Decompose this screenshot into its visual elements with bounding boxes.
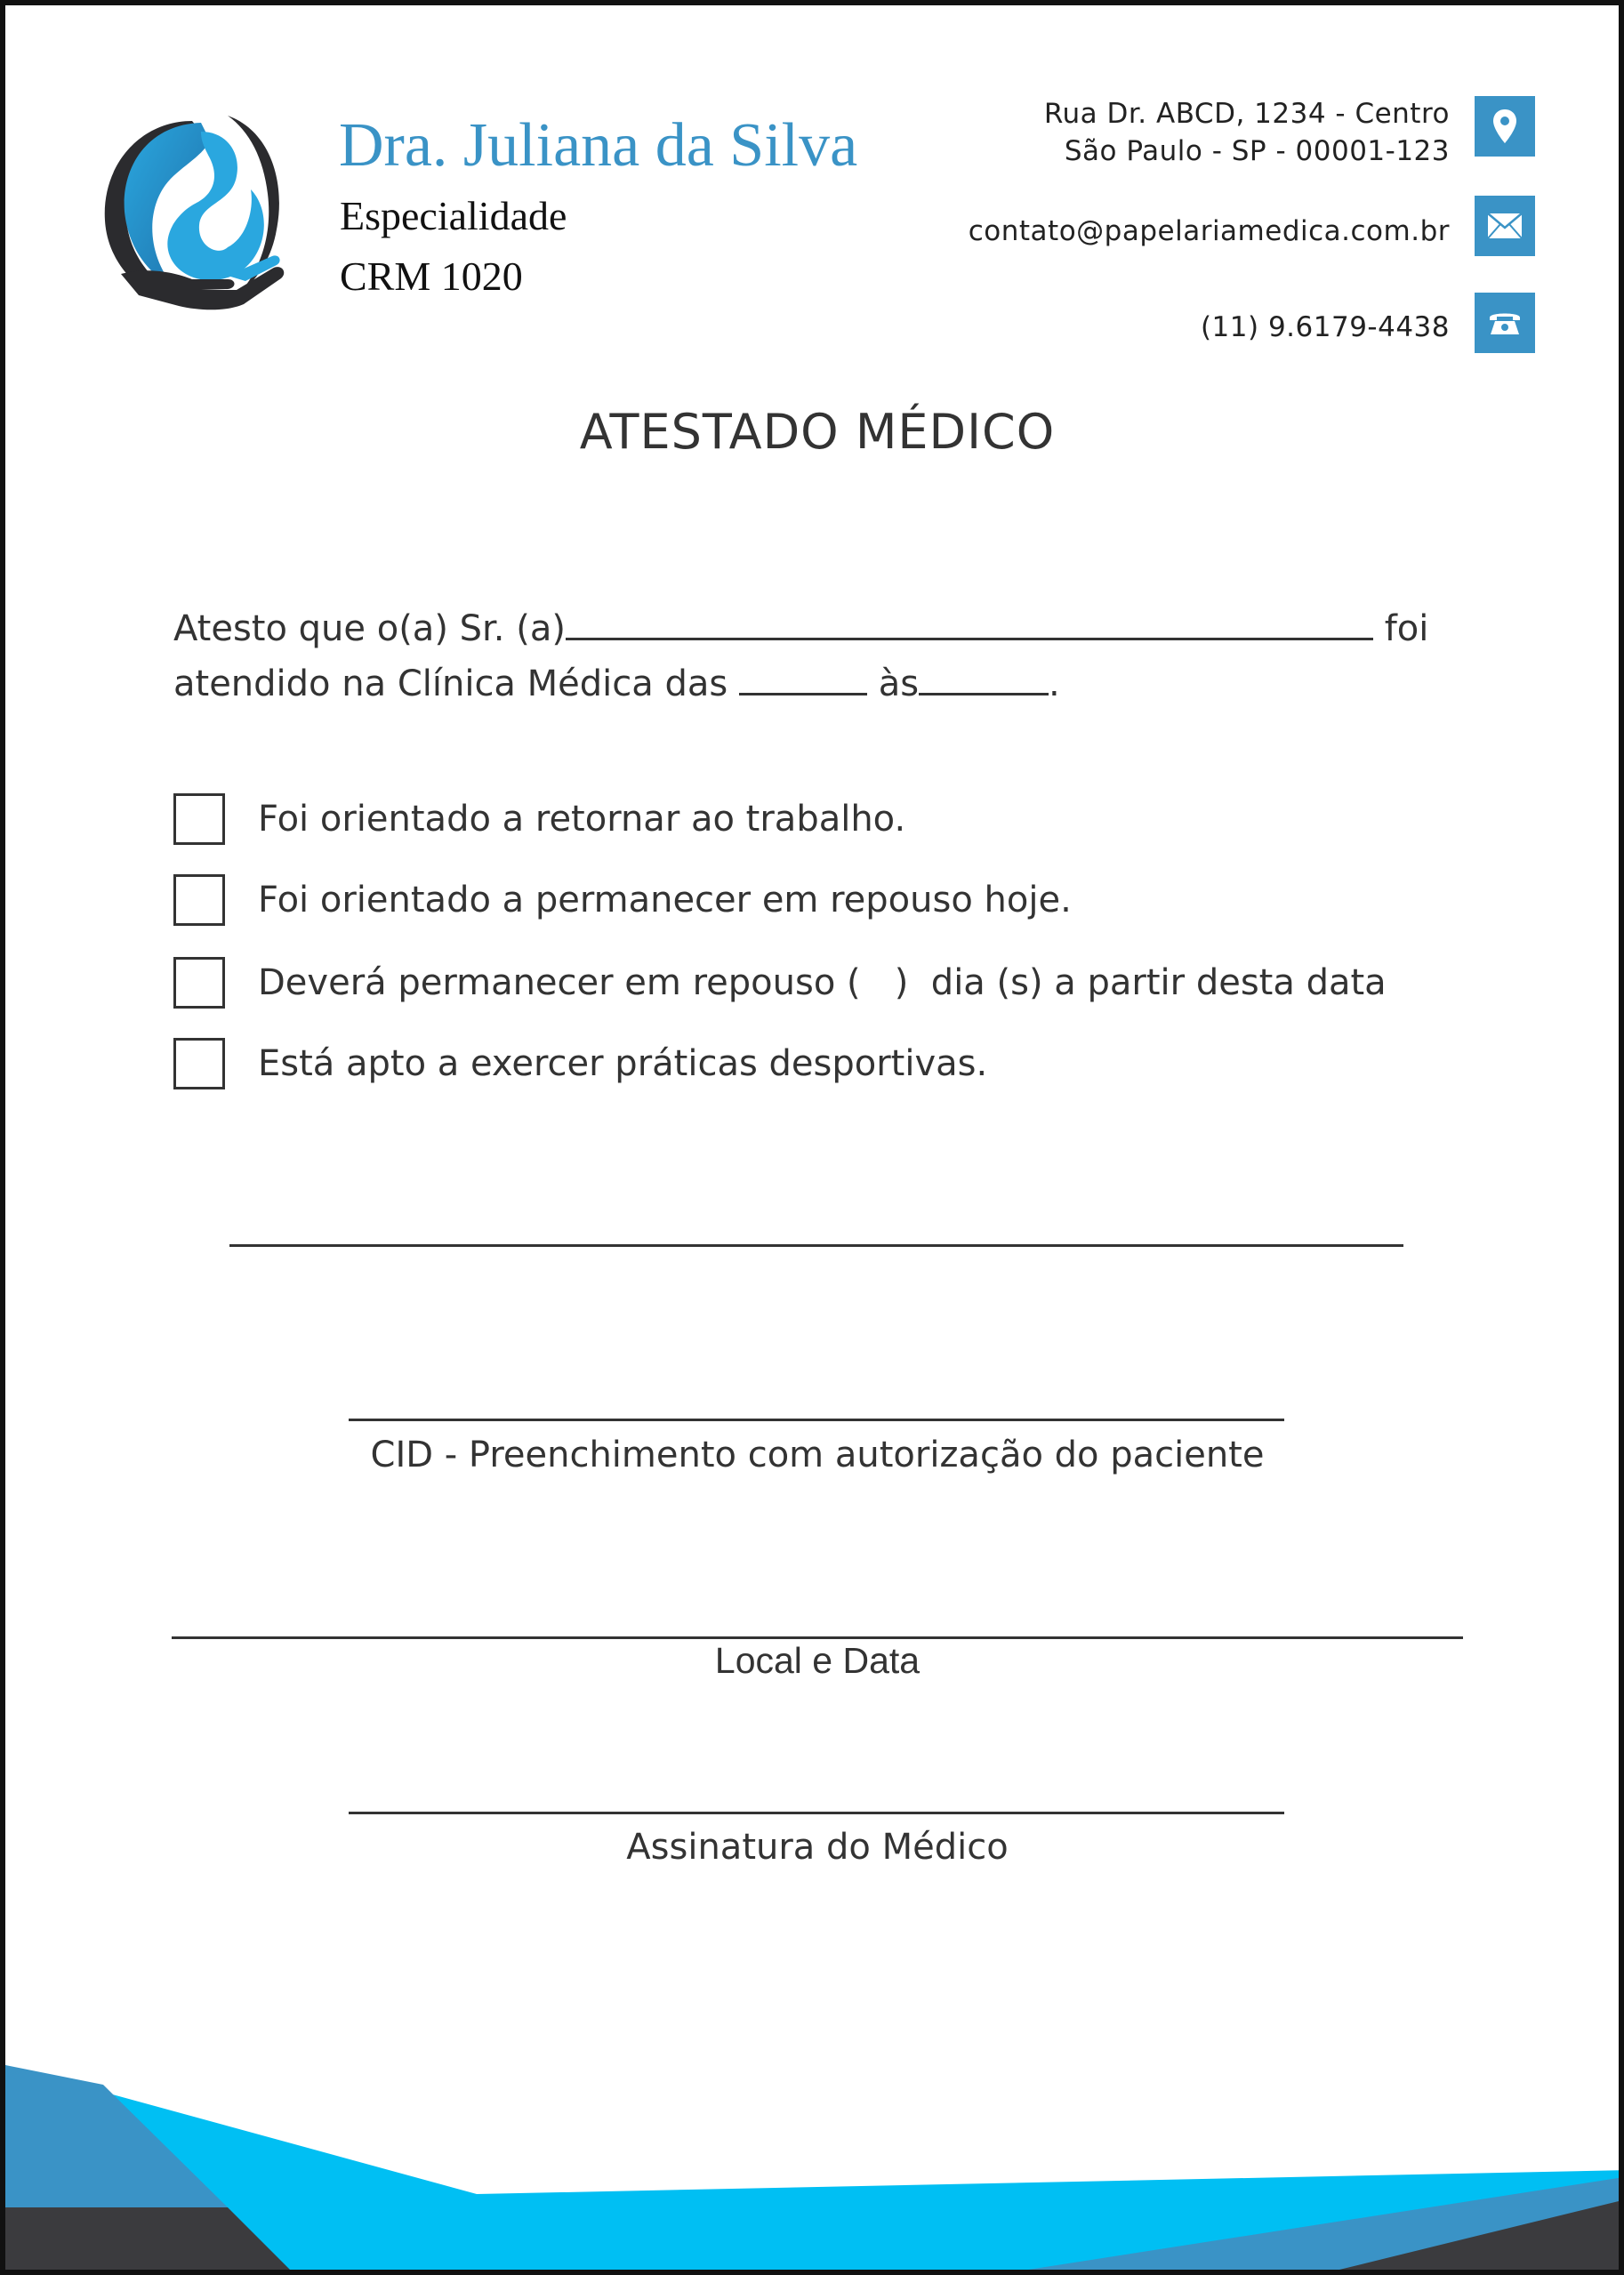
end-time-blank[interactable]: [919, 664, 1049, 695]
document-title: ATESTADO MÉDICO: [579, 404, 1056, 460]
doctor-name: Dra. Juliana da Silva: [339, 111, 858, 180]
option-row: [173, 872, 1072, 928]
statement-end: .: [1049, 663, 1060, 704]
option-row: [173, 792, 905, 847]
cid-line[interactable]: [349, 1419, 1284, 1421]
envelope-icon: [1475, 196, 1535, 256]
local-date-label: Local e Data: [714, 1640, 921, 1681]
clinic-logo: [94, 105, 290, 318]
option-label: Foi orientado a permanecer em repouso hoje.: [258, 880, 1072, 920]
footer-decoration: [5, 2065, 1624, 2270]
option-row: [173, 955, 1387, 1010]
cid-label: CID - Preenchimento com autorização do paciente: [370, 1435, 1265, 1475]
location-pin-icon: [1475, 96, 1535, 157]
start-time-blank[interactable]: [739, 664, 867, 695]
option-label: Deverá permanecer em repouso ( ) dia (s) a partir desta data: [258, 962, 1387, 1003]
address-line-1: Rua Dr. ABCD, 1234 - Centro: [1043, 98, 1450, 130]
statement-as: às: [878, 663, 920, 704]
statement-start: Atesto que o(a) Sr. (a): [173, 608, 566, 649]
option-checkbox[interactable]: [173, 793, 225, 845]
statement-line-1: [173, 608, 1428, 649]
telephone-icon: [1475, 293, 1535, 353]
option-checkbox[interactable]: [173, 874, 225, 926]
option-label: Está apto a exercer práticas desportivas.: [258, 1043, 988, 1084]
doctor-specialty: Especialidade: [340, 193, 567, 238]
local-date-line[interactable]: [172, 1636, 1463, 1639]
doctor-crm: CRM 1020: [340, 253, 523, 299]
statement-foi: foi: [1384, 608, 1429, 649]
option-row: [173, 1036, 987, 1091]
free-text-line[interactable]: [229, 1244, 1403, 1247]
signature-line[interactable]: [349, 1812, 1284, 1814]
contact-phone: (11) 9.6179-4438: [1200, 311, 1450, 343]
statement-line-2: [173, 663, 1060, 704]
contact-email: contato@papelariamedica.com.br: [968, 215, 1450, 247]
address-line-2: São Paulo - SP - 00001-123: [1064, 135, 1450, 167]
statement-line2-start: atendido na Clínica Médica das: [173, 663, 728, 704]
option-checkbox[interactable]: [173, 1038, 225, 1089]
patient-name-blank[interactable]: [566, 609, 1373, 640]
signature-label: Assinatura do Médico: [626, 1827, 1009, 1868]
option-checkbox[interactable]: [173, 957, 225, 1009]
option-label: Foi orientado a retornar ao trabalho.: [258, 799, 906, 840]
